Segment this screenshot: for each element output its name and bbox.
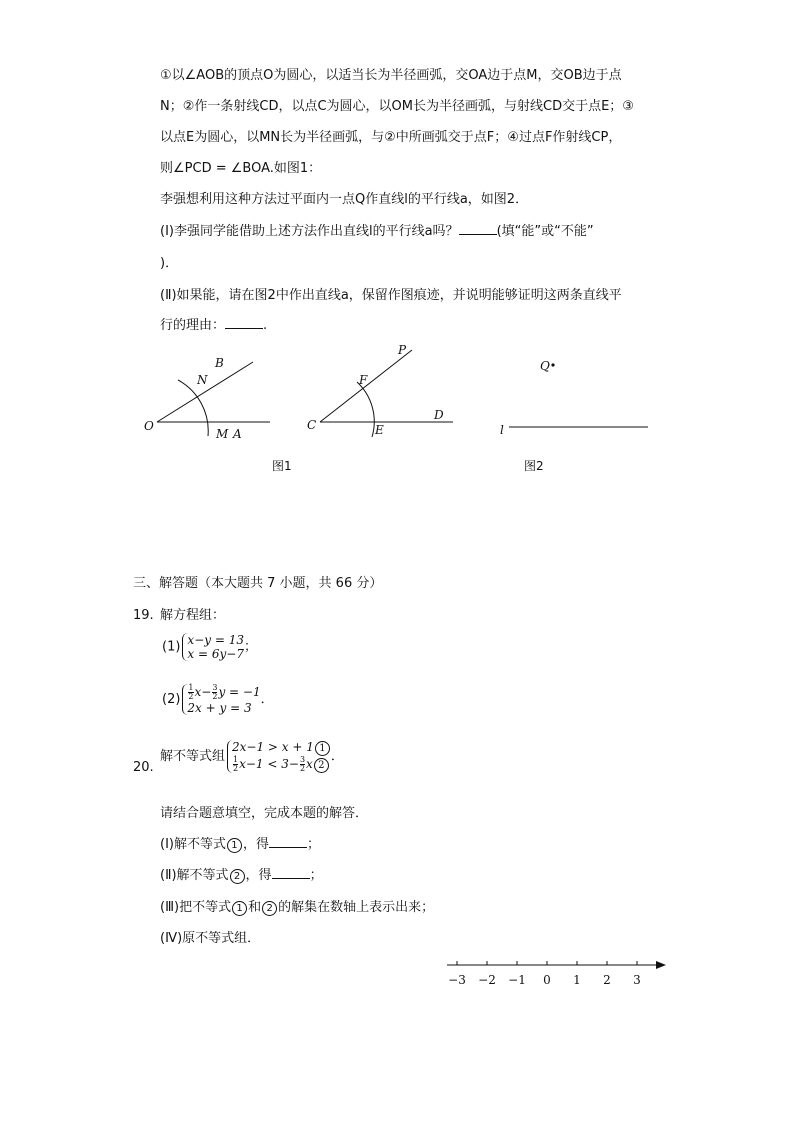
q19-eq3: $\frac{1}{2}$ x− $\frac{3}{2}$ y = −1 <box>188 683 261 701</box>
q20-title: 解不等式组 <box>160 749 226 764</box>
q19-part-1-end: ； <box>243 639 257 655</box>
q19-system-2 <box>182 684 260 715</box>
number-line-tick-label: 3 <box>633 973 641 987</box>
q20-step-1: (Ⅰ)解不等式 1 ，得 ； <box>160 837 321 852</box>
q19-number: 19. <box>133 608 154 623</box>
q20-step-2: (Ⅱ)解不等式 2 ，得 ； <box>160 868 323 883</box>
q20-ineq-2: $\frac{1}{2}$ x−1 < 3− $\frac{3}{2}$ x 2 <box>232 756 331 773</box>
number-line-tick-label: 1 <box>573 973 581 987</box>
fig1-label-N: N <box>197 373 208 387</box>
figure-2-diagram <box>500 359 648 437</box>
fraction-half: $\frac{1}{2}$ <box>188 683 194 701</box>
section-heading: 三、解答题（本大题共 7 小题，共 66 分） <box>133 576 383 591</box>
number-line-tick-label: −2 <box>478 973 496 987</box>
number-line-tick-label: 2 <box>603 973 611 987</box>
question-1-hint: (填“能”或“不能” <box>496 224 594 239</box>
q20-step-3: (Ⅲ)把不等式 1 和 2 的解集在数轴上表示出来； <box>160 900 435 915</box>
q20-number: 20. <box>133 760 154 775</box>
q19-part-1 <box>162 633 257 662</box>
q19-part-1-label: (1) <box>162 639 181 655</box>
q19-eq2: x = 6y−7 <box>187 647 244 661</box>
number-line-tick-label: −3 <box>448 973 466 987</box>
q20-statement <box>160 740 344 773</box>
fig1-label-M: M <box>216 427 229 441</box>
figures-svg <box>0 340 794 460</box>
marker-1: 1 <box>315 741 330 756</box>
fraction-half-2: $\frac{1}{2}$ <box>233 755 239 773</box>
q19-eq4: 2x + y = 3 <box>187 701 252 715</box>
q20-system <box>227 740 331 773</box>
question-2-end: . <box>263 318 268 333</box>
figure-1-caption: 图1 <box>272 459 292 473</box>
fraction-three-halves-2: $\frac{3}{2}$ <box>299 755 306 773</box>
q19-eq1: x−y = 13 <box>187 633 244 647</box>
intro-line-1: ①以∠AOB的顶点O为圆心，以适当长为半径画弧，交OA边于点M，交OB边于点 <box>160 68 622 83</box>
question-2-reason <box>160 316 267 336</box>
answer-blank-2[interactable] <box>225 316 263 329</box>
fig-mid-label-D: D <box>434 408 444 422</box>
q19-part-2-end: ． <box>260 692 274 707</box>
fig-mid-label-P: P <box>398 343 407 357</box>
fig-mid-label-F: F <box>359 373 368 387</box>
q20-ineq-1: 2x−1 > x + 1 1 <box>232 740 331 756</box>
figure-2-caption: 图2 <box>524 459 544 473</box>
fig2-label-l: l <box>500 423 504 437</box>
q20-end: ． <box>330 749 344 764</box>
intro-line-2: N；②作一条射线CD，以点C为圆心，以OM长为半径画弧，与射线CD交于点E；③ <box>160 99 634 114</box>
fig2-label-Q: Q <box>540 359 550 373</box>
number-line-tick-label: 0 <box>543 973 551 987</box>
answer-blank-3[interactable] <box>269 835 307 848</box>
fig1-label-B: B <box>215 356 224 370</box>
q20-step-4: (Ⅳ)原不等式组． <box>160 931 261 946</box>
question-1-end: )． <box>160 256 179 271</box>
marker-2: 2 <box>314 758 329 773</box>
fig-mid-label-C: C <box>307 418 317 432</box>
q19-title: 解方程组： <box>160 608 226 623</box>
figure-1-diagram <box>144 356 270 441</box>
number-line[interactable] <box>0 950 794 990</box>
question-2: (Ⅱ)如果能，请在图2中作出直线a，保留作图痕迹，并说明能够证明这两条直线平 <box>160 288 622 303</box>
marker-1: 1 <box>227 838 242 853</box>
number-line-arrow <box>656 961 666 969</box>
fig-mid-label-E: E <box>375 423 384 437</box>
question-2-reason-label: 行的理由： <box>160 318 226 333</box>
answer-blank-1[interactable] <box>459 222 497 235</box>
number-line-tick-label: −1 <box>508 973 526 987</box>
q19-part-2-label: (2) <box>162 692 181 707</box>
intro-line-3: 以点E为圆心，以MN长为半径画弧，与②中所画弧交于点F；④过点F作射线CP， <box>160 130 622 145</box>
point-Q <box>551 363 554 366</box>
intro-line-5: 李强想利用这种方法过平面内一点Q作直线l的平行线a，如图2． <box>160 192 529 207</box>
answer-blank-4[interactable] <box>272 866 310 879</box>
marker-2: 2 <box>230 869 245 884</box>
question-1 <box>160 222 594 242</box>
question-1-text: (Ⅰ)李强同学能借助上述方法作出直线l的平行线a吗？ <box>160 224 459 239</box>
q20-instruction: 请结合题意填空，完成本题的解答． <box>160 806 369 821</box>
q19-system-1 <box>182 633 244 661</box>
q19-part-2 <box>162 684 274 716</box>
fig1-label-A: A <box>233 427 242 441</box>
marker-2: 2 <box>262 901 277 916</box>
fraction-three-halves: $\frac{3}{2}$ <box>212 683 218 701</box>
fig1-label-O: O <box>144 419 154 433</box>
intro-line-4: 则∠PCD = ∠BOA.如图1： <box>160 161 322 176</box>
marker-1: 1 <box>232 901 247 916</box>
figure-1-construction <box>307 343 453 437</box>
